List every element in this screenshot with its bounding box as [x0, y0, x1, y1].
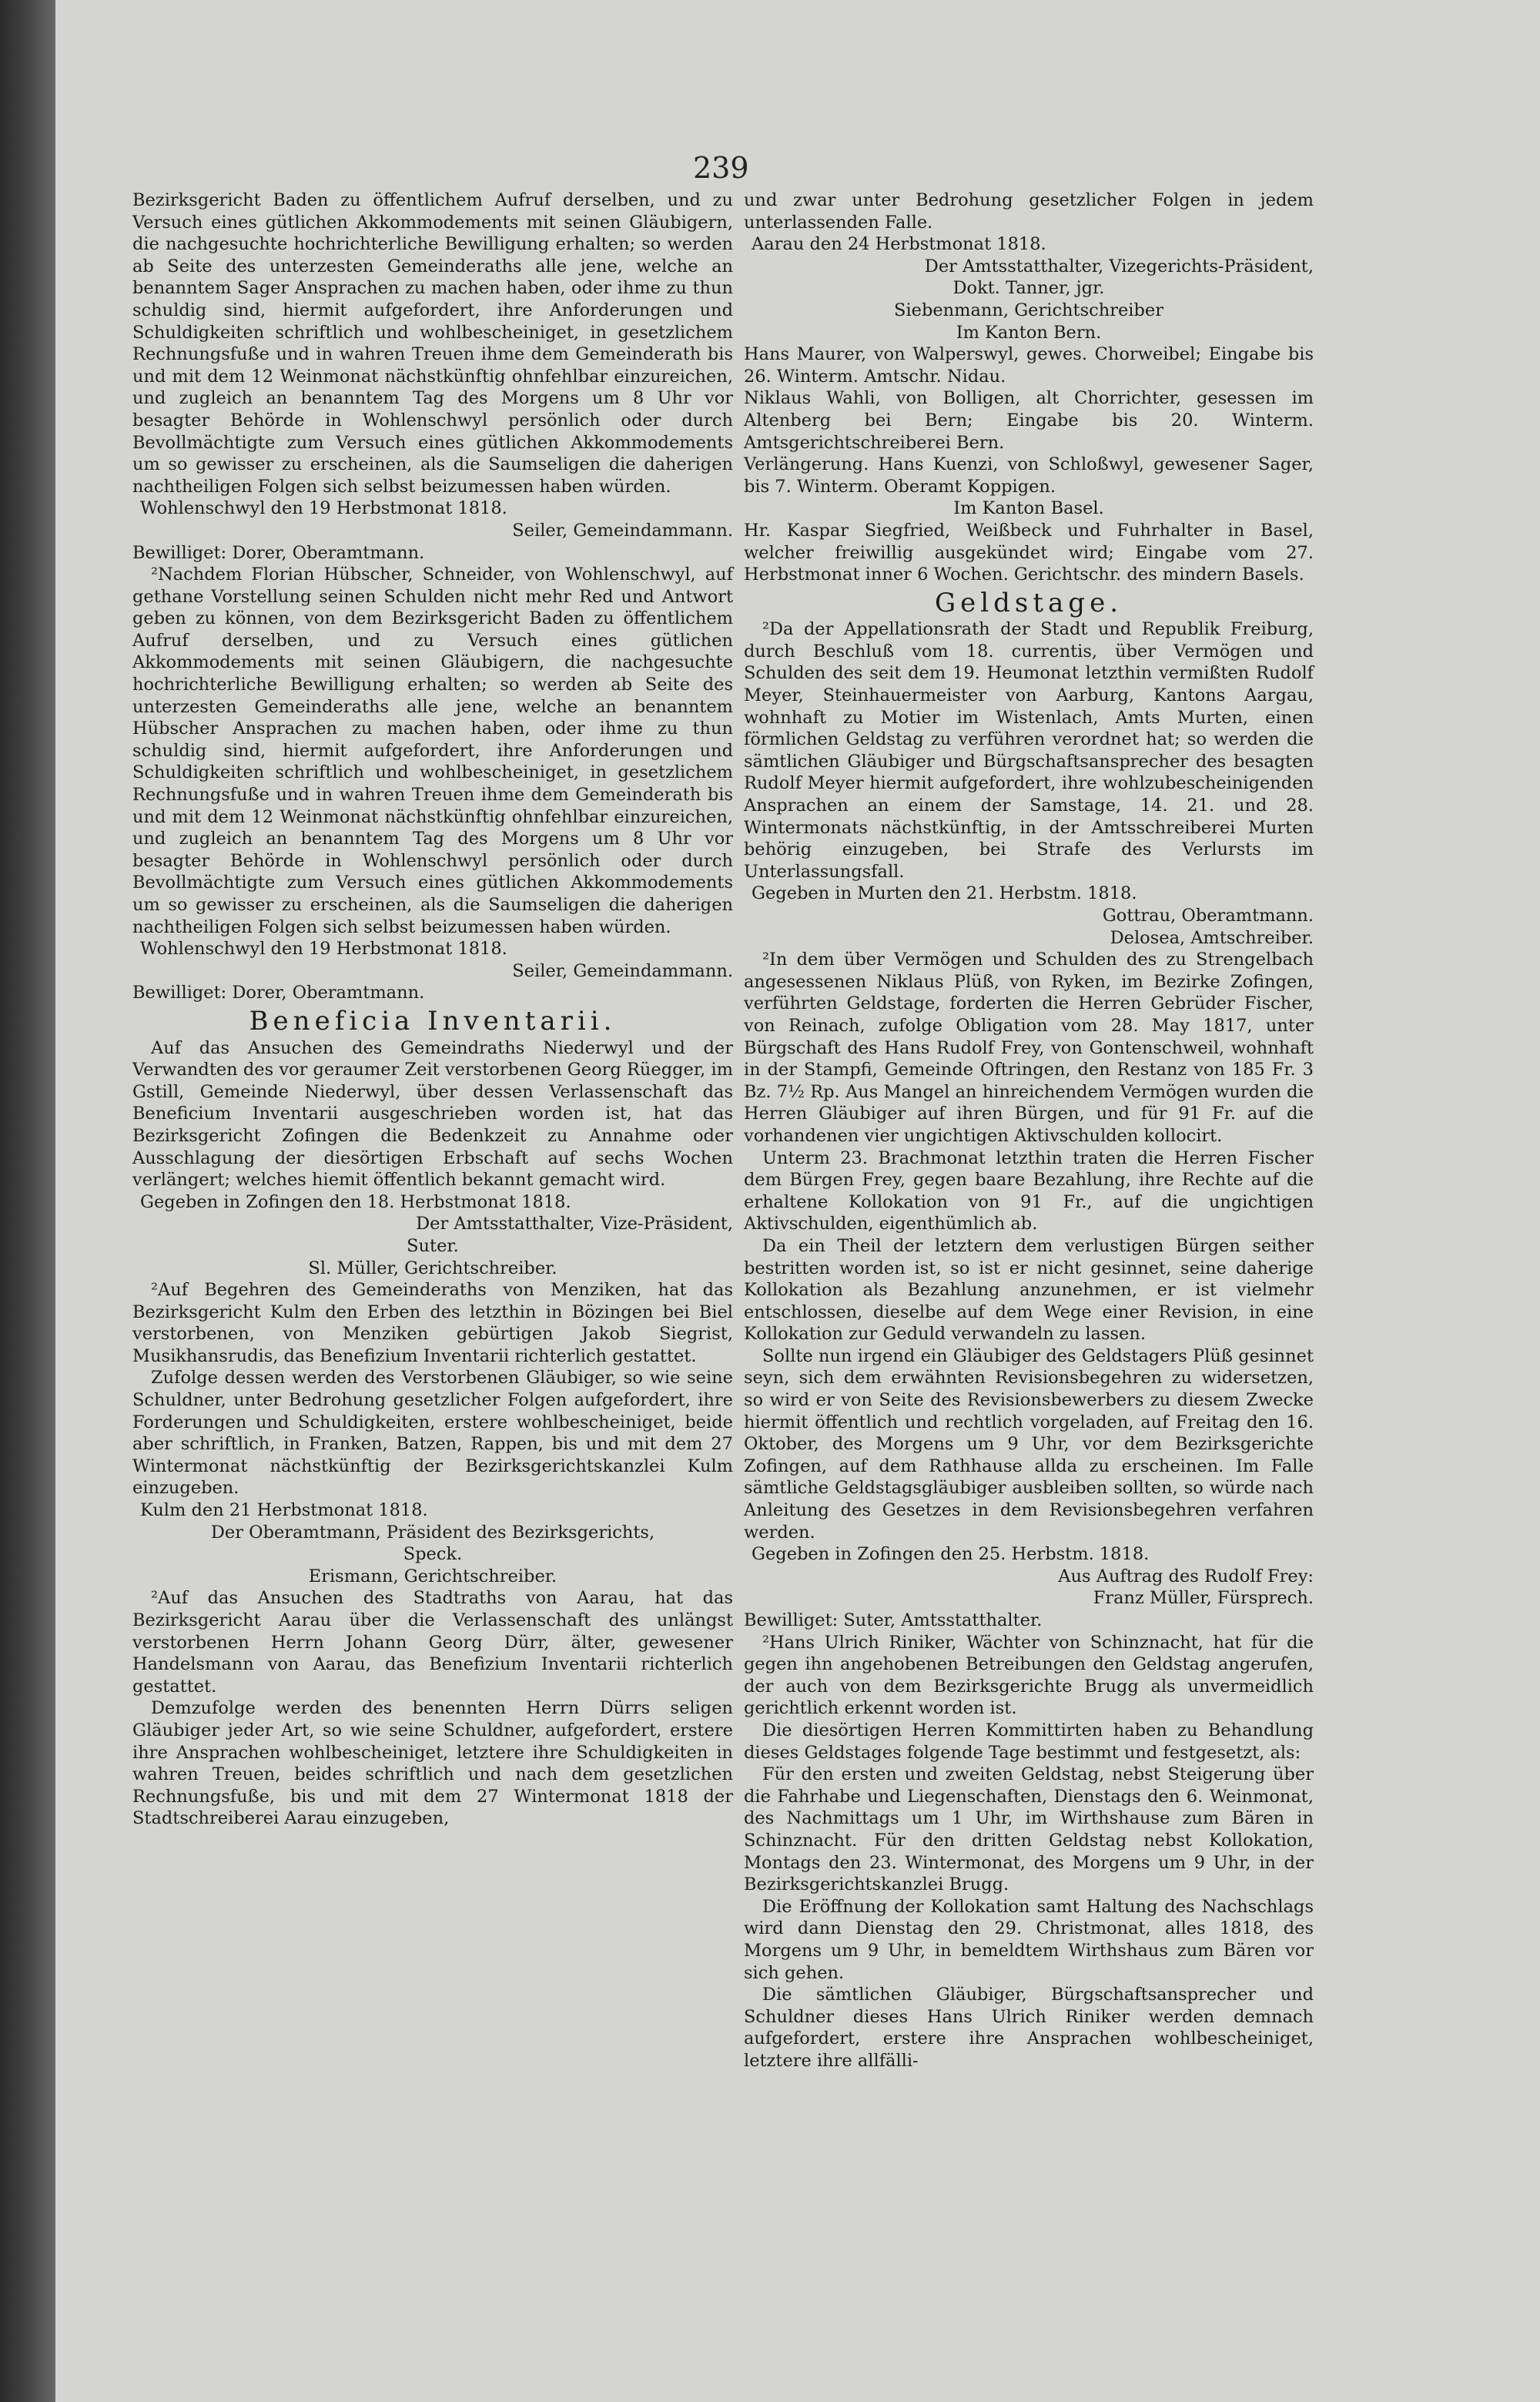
section-heading: Geldstage.	[935, 587, 1123, 618]
signature-title: Aus Auftrag des Rudolf Frey:	[1058, 1566, 1314, 1586]
paragraph: Niklaus Wahli, von Bolligen, alt Chorrichter, gesessen im Altenberg bei Bern; Eingabe bis 20. Winterm. Amtsgerichtschreiberei Bern.	[744, 388, 1314, 453]
right-column	[744, 189, 1314, 2072]
approval: Bewilliget: Dorer, Oberamtmann.	[132, 542, 425, 563]
signature: Seiler, Gemeindammann.	[512, 960, 733, 981]
signature: Dokt. Tanner, jgr.	[952, 278, 1105, 299]
paragraph: ²In dem über Vermögen und Schulden des zu Strengelbach angesessenen Niklaus Plüß, von Ryken, im Bezirke Zofingen, verführten Geldstage, forderten die Herren Gebrüder Fischer, von Reinach, zufolge Obligation vom 28. May 1817, unter Bürgschaft des Hans Rudolf Frey, von Gontenschweil, wohnhaft in der Stampfi, Gemeinde Oftringen, den Restanz von 185 Fr. 3 Bz. 7½ Rp. Aus Mangel an hinreichendem Vermögen wurden die Herren Gläubiger auf ihren Bürgen, und für 91 Fr. auf die vorhandenen vier ungichtigen Aktivschulden kollocirt.	[744, 950, 1314, 1146]
signature-title: Der Oberamtmann, Präsident des Bezirksgerichts,	[210, 1522, 655, 1543]
book-spine	[0, 0, 55, 2402]
paragraph: Die Eröffnung der Kollokation samt Haltung des Nachschlags wird dann Dienstag den 29. Christmonat, alles 1818, des Morgens um 9 Uhr, in bemeldtem Wirthshaus zum Bären vor sich gehen.	[744, 1896, 1314, 1983]
place-date: Gegeben in Zofingen den 18. Herbstmonat 1818.	[140, 1191, 571, 1212]
paragraph: Hans Maurer, von Walperswyl, gewes. Chorweibel; Eingabe bis 26. Winterm. Amtschr. Nidau.	[744, 344, 1314, 387]
signature: Gottrau, Oberamtmann.	[1102, 906, 1314, 926]
signature-title: Der Amtsstatthalter, Vize-Präsident,	[416, 1214, 733, 1235]
signature: Delosea, Amtschreiber.	[1110, 927, 1314, 948]
signature: Franz Müller, Fürsprech.	[1093, 1588, 1314, 1609]
paragraph: ²Auf das Ansuchen des Stadtraths von Aarau, hat das Bezirksgericht Aarau über die Verlassenschaft des unlängst verstorbenen Herrn Johann Georg Dürr, älter, gewesener Handelsmann von Aarau, das Benefizium Inventarii richterlich gestattet.	[132, 1588, 733, 1697]
paragraph: Unterm 23. Brachmonat letzthin traten die Herren Fischer dem Bürgen Frey, gegen baare Bezahlung, ihre Rechte auf die erhaltene Kollokation von 91 Fr., auf die ungichtigen Aktivschulden, eigenthümlich ab.	[744, 1147, 1314, 1235]
paragraph: Für den ersten und zweiten Geldstag, nebst Steigerung über die Fahrhabe und Liegenschaften, Dienstags den 6. Weinmonat, des Nachmittags um 1 Uhr, im Wirthshause zum Bären in Schinznacht. Für den dritten Geldstag nebst Kollokation, Montags den 23. Wintermonat, des Morgens um 9 Uhr, in der Bezirksgerichtskanzlei Brugg.	[744, 1764, 1314, 1895]
paragraph: Demzufolge werden des benennten Herrn Dürrs seligen Gläubiger jeder Art, so wie seine Schuldner, aufgefordert, erstere ihre Ansprachen wohlbescheiniget, letztere ihre Schuldigkeiten in wahren Treuen, beides schriftlich und nach dem gesetzlichen Rechnungsfuße, bis und mit dem 27 Wintermonat 1818 der Stadtschreiberei Aarau einzugeben,	[132, 1698, 733, 1829]
signature: Erismann, Gerichtschreiber.	[308, 1566, 557, 1586]
paragraph: Die diesörtigen Herren Kommittirten haben zu Behandlung dieses Geldstages folgende Tage bestimmt und festgesetzt, als:	[744, 1720, 1314, 1763]
place-date: Wohlenschwyl den 19 Herbstmonat 1818.	[140, 498, 507, 519]
signature: Siebenmann, Gerichtschreiber	[894, 300, 1163, 320]
signature-title: Der Amtsstatthalter, Vizegerichts-Präsident,	[924, 256, 1314, 276]
subheading: Im Kanton Bern.	[956, 322, 1102, 343]
signature: Speck.	[403, 1544, 463, 1565]
left-column	[132, 189, 733, 1830]
approval: Bewilliget: Dorer, Oberamtmann.	[132, 983, 425, 1003]
paragraph: und zwar unter Bedrohung gesetzlicher Folgen in jedem unterlassenden Falle.	[744, 190, 1314, 233]
page-number: 239	[693, 151, 749, 185]
subheading: Im Kanton Basel.	[953, 498, 1104, 519]
approval: Bewilliget: Suter, Amtsstatthalter.	[744, 1610, 1043, 1630]
paragraph: Sollte nun irgend ein Gläubiger des Geldstagers Plüß gesinnet seyn, sich dem erwähnten Revisionsbegehren zu widersetzen, so wird er von Seite des Revisionsbewerbers zu diesem Zwecke hiermit öffentlich und rechtlich vorgeladen, auf Freitag den 16. Oktober, des Morgens um 9 Uhr, vor dem Bezirksgerichte Zofingen, auf dem Rathhause allda zu erscheinen. Im Falle sämtliche Geldstagsgläubiger ausbleiben sollten, so würde nach Anleitung des Gesetzes in dem Revisionsbegehren verfahren werden.	[744, 1345, 1314, 1543]
paragraph: Hr. Kaspar Siegfried, Weißbeck und Fuhrhalter in Basel, welcher freiwillig ausgekündet wird; Eingabe vom 27. Herbstmonat inner 6 Wochen. Gerichtschr. des mindern Basels.	[744, 520, 1314, 585]
place-date: Wohlenschwyl den 19 Herbstmonat 1818.	[140, 939, 507, 960]
paragraph: Die sämtlichen Gläubiger, Bürgschaftsansprecher und Schuldner dieses Hans Ulrich Riniker werden demnach aufgefordert, erstere ihre Ansprachen wohlbescheiniget, letztere ihre allfälli-	[744, 1985, 1314, 2071]
paragraph: Da ein Theil der letztern dem verlustigen Bürgen seither bestritten worden ist, so ist er nicht gesinnet, seine daherige Kollokation als Bezahlung anzunehmen, er ist vielmehr entschlossen, dieselbe auf dem Wege einer Revision, in eine Kollokation zur Geduld verwandeln zu lassen.	[744, 1235, 1314, 1345]
place-date: Aarau den 24 Herbstmonat 1818.	[752, 234, 1046, 255]
paragraph: ²Auf Begehren des Gemeinderaths von Menziken, hat das Bezirksgericht Kulm den Erben des letzthin in Bözingen bei Biel verstorbenen, von Menziken gebürtigen Jakob Siegrist, Musikhansrudis, das Benefizium Inventarii richterlich gestattet.	[132, 1280, 733, 1366]
paragraph: ²Hans Ulrich Riniker, Wächter von Schinznacht, hat für die gegen ihn angehobenen Betreibungen den Geldstag angerufen, der auch von dem Bezirksgerichte Brugg als unvermeidlich gerichtlich erkennt worden ist.	[744, 1632, 1314, 1719]
paragraph: ²Nachdem Florian Hübscher, Schneider, von Wohlenschwyl, auf gethane Vorstellung seinen Schulden nicht mehr Red und Antwort geben zu können, von dem Bezirksgericht Baden zu öffentlichem Aufruf derselben, und zu Versuch eines gütlichen Akkommodements mit seinen Gläubigern, die nachgesuchte hochrichterliche Bewilligung erhalten; so werden ab Seite des unterzesten Gemeinderaths alle jene, welche an benanntem Hübscher Ansprachen zu machen haben, oder ihme zu thun schuldig sind, hiermit aufgefordert, ihre Anforderungen und Schuldigkeiten schriftlich und wohlbescheiniget, in gesetzlichem Rechnungsfuße und in wahren Treuen ihme dem Gemeinderath bis und mit dem 12 Weinmonat nächstkünftig ohnfehlbar einzureichen, und zugleich an benanntem Tag des Morgens um 8 Uhr vor besagter Behörde in Wohlenschwyl persönlich oder durch Bevollmächtigte zum Versuch eines gütlichen Akkommodements um so gewisser zu erscheinen, als die Saumseligen die daherigen nachtheiligen Folgen sich selbst beizumessen haben würden.	[132, 564, 733, 937]
signature: Sl. Müller, Gerichtschreiber.	[308, 1258, 557, 1278]
signature: Seiler, Gemeindammann.	[512, 520, 733, 541]
paragraph: Auf das Ansuchen des Gemeindraths Niederwyl und der Verwandten des vor geraumer Zeit verstorbenen Georg Rüegger, im Gstill, Gemeinde Niederwyl, über dessen Verlassenschaft das Beneficium Inventarii ausgeschrieben worden ist, hat das Bezirksgericht Zofingen die Bedenkzeit zu Annahme oder Ausschlagung der diesörtigen Erbschaft auf sechs Wochen verlängert; welches hiemit öffentlich bekannt gemacht wird.	[132, 1037, 733, 1191]
paragraph: Verlängerung. Hans Kuenzi, von Schloßwyl, gewesener Sager, bis 7. Winterm. Oberamt Koppigen.	[744, 454, 1314, 497]
signature: Suter.	[407, 1235, 459, 1256]
place-date: Gegeben in Zofingen den 25. Herbstm. 1818.	[752, 1544, 1150, 1565]
place-date: Gegeben in Murten den 21. Herbstm. 1818.	[752, 883, 1137, 904]
place-date: Kulm den 21 Herbstmonat 1818.	[140, 1500, 428, 1521]
paragraph: Zufolge dessen werden des Verstorbenen Gläubiger, so wie seine Schuldner, unter Bedrohung gesetzlicher Folgen aufgefordert, ihre Forderungen und Schuldigkeiten, erstere wohlbescheiniget, beide aber schriftlich, in Franken, Batzen, Rappen, bis und mit dem 27 Wintermonat nächstkünftig der Bezirksgerichtskanzlei Kulm einzugeben.	[132, 1368, 733, 1499]
section-heading: Beneficia Inventarii.	[249, 1005, 617, 1037]
paragraph: ²Da der Appellationsrath der Stadt und Republik Freiburg, durch Beschluß vom 18. currentis, über Vermögen und Schulden des seit dem 19. Heumonat letzthin vermißten Rudolf Meyer, Steinhauermeister von Aarburg, Kantons Aargau, wohnhaft zu Motier im Wistenlach, Amts Murten, einen förmlichen Geldstag zu verführen verordnet hat; so werden die sämtlichen Gläubiger und Bürgschaftsansprecher des besagten Rudolf Meyer hiermit aufgefordert, ihre wohlzubescheinigenden Ansprachen an einem der Samstage, 14. 21. und 28. Wintermonats nächstkünftig, in der Amtsschreiberei Murten behörig einzugeben, bei Strafe des Verlursts im Unterlassungsfall.	[744, 619, 1314, 882]
paragraph: Bezirksgericht Baden zu öffentlichem Aufruf derselben, und zu Versuch eines gütlichen Akkommodements mit seinen Gläubigern, die nachgesuchte hochrichterliche Bewilligung erhalten; so werden ab Seite des unterzesten Gemeinderaths alle jene, welche an benanntem Sager Ansprachen zu machen haben, oder ihme zu thun schuldig sind, hiermit aufgefordert, ihre Anforderungen und Schuldigkeiten schriftlich und wohlbescheiniget, in gesetzlichem Rechnungsfuße und in wahren Treuen ihme dem Gemeinderath bis und mit dem 12 Weinmonat nächstkünftig ohnfehlbar einzureichen, und zugleich an benanntem Tag des Morgens um 8 Uhr vor besagter Behörde in Wohlenschwyl persönlich oder durch Bevollmächtigte zum Versuch eines gütlichen Akkommodements um so gewisser zu erscheinen, als die Saumseligen die daherigen nachtheiligen Folgen sich selbst beizumessen haben würden.	[132, 190, 733, 497]
